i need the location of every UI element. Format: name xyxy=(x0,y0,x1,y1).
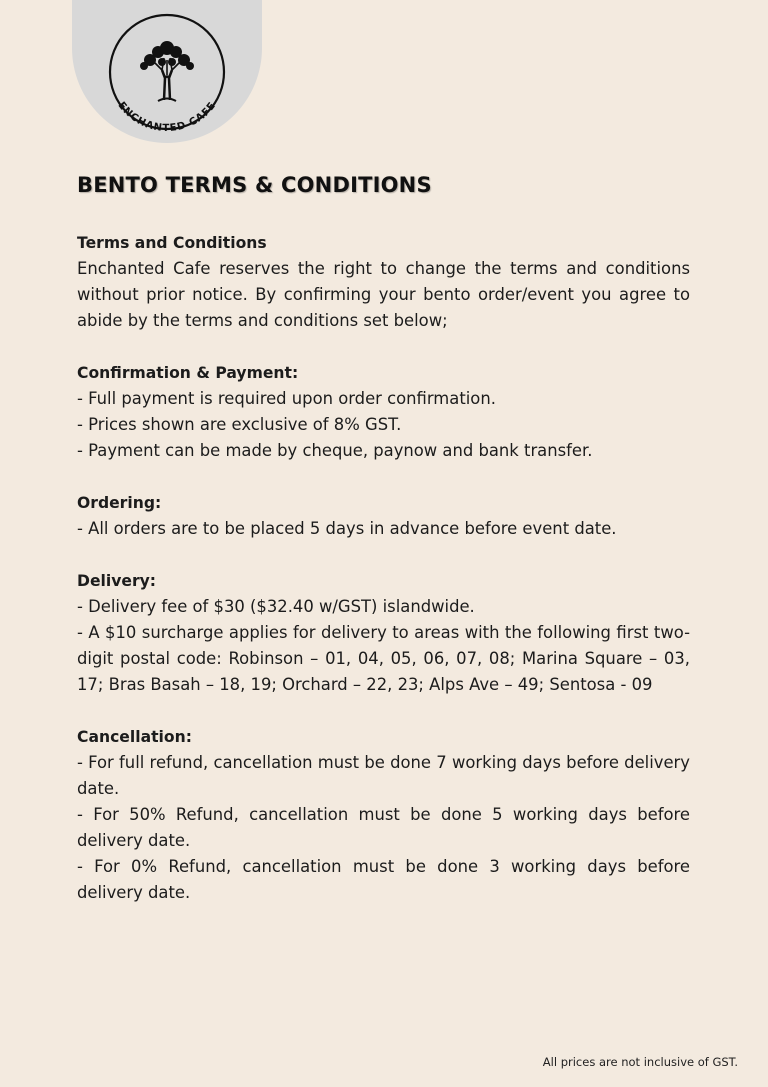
section-terms xyxy=(77,230,690,334)
section-heading-terms: Terms and Conditions xyxy=(77,234,267,252)
logo-tab xyxy=(72,0,262,143)
svg-text:ENCHANTED CAFE: ENCHANTED CAFE xyxy=(115,100,219,135)
list-item: - For full refund, cancellation must be done 7 working days before delivery date. xyxy=(77,753,690,798)
list-item: - Payment can be made by cheque, paynow and bank transfer. xyxy=(77,441,593,460)
list-item: - Delivery fee of $30 ($32.40 w/GST) islandwide. xyxy=(77,597,475,616)
section-heading-cancellation: Cancellation: xyxy=(77,728,192,746)
section-ordering xyxy=(77,490,690,542)
section-heading-delivery: Delivery: xyxy=(77,572,157,590)
list-item: - For 0% Refund, cancellation must be done 3 working days before delivery date. xyxy=(77,857,690,902)
list-item: - For 50% Refund, cancellation must be done 5 working days before delivery date. xyxy=(77,805,690,850)
section-delivery xyxy=(77,568,690,698)
section-payment xyxy=(77,360,690,464)
tree-logo-icon xyxy=(72,0,262,143)
list-item: - Full payment is required upon order confirmation. xyxy=(77,389,496,408)
section-cancellation xyxy=(77,724,690,906)
terms-content xyxy=(77,230,690,932)
footer-note: All prices are not inclusive of GST. xyxy=(542,1055,738,1069)
list-item: - Prices shown are exclusive of 8% GST. xyxy=(77,415,402,434)
page-title: BENTO TERMS & CONDITIONS xyxy=(77,173,432,197)
section-heading-ordering: Ordering: xyxy=(77,494,162,512)
list-item: - A $10 surcharge applies for delivery to areas with the following first two-digit postal code: Robinson – 01, 04, 05, 06, 07, 08; Marina Square – 03, 17; Bras Basah – 18, 19; Orchard – 22, 23; Alps Ave – 49; Sentosa - 09 xyxy=(77,623,690,694)
list-item: - All orders are to be placed 5 days in advance before event date. xyxy=(77,519,617,538)
terms-paragraph: Enchanted Cafe reserves the right to change the terms and conditions without prior notice. By confirming your bento order/event you agree to abide by the terms and conditions set below; xyxy=(77,259,690,330)
section-heading-payment: Confirmation & Payment: xyxy=(77,364,299,382)
